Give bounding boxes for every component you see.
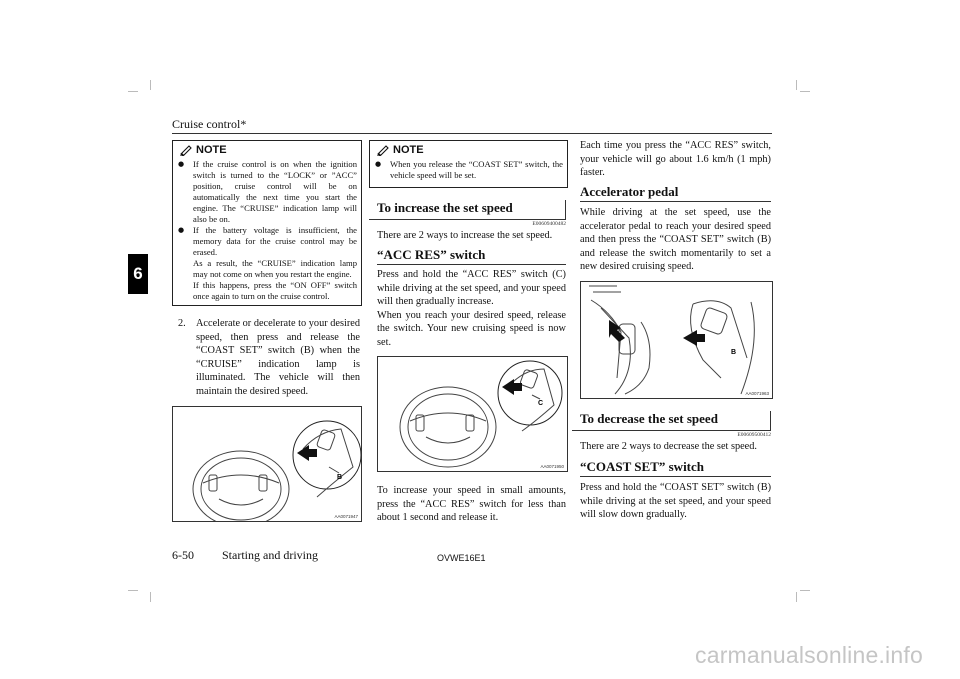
step-text: Accelerate or decelerate to your desired speed, then press and release the “COAST SET” switch (B) when the “CRUISE” indication lamp is illuminated. The vehicle will then maintain the desired speed.	[196, 318, 360, 397]
section-name: Starting and driving	[222, 548, 318, 562]
callout-c: C	[538, 400, 544, 407]
bullet-icon: ●	[178, 226, 185, 234]
note-item	[375, 159, 563, 181]
section-code: E00609400482	[532, 221, 566, 227]
acc-res-body	[377, 268, 566, 349]
increase-intro: There are 2 ways to increase the set speed.	[377, 230, 553, 241]
note-header	[370, 141, 567, 159]
chapter-tab: 6	[128, 254, 148, 294]
note-pen-icon	[179, 144, 193, 156]
subheading-accelerator-pedal: Accelerator pedal	[580, 184, 771, 202]
callout-b: B	[731, 349, 737, 356]
note-paragraph: If the cruise control is on when the ignition switch is turned to the “LOCK” or ”ACC” position, cruise control will be on automatically the next time you start the engine. The “CRUISE” indication lamp will also be on.	[193, 159, 357, 224]
decrease-intro: There are 2 ways to decrease the set speed.	[580, 441, 757, 452]
bullet-icon: ●	[178, 160, 185, 168]
note-pen-icon	[376, 144, 390, 156]
steering-wheel-illustration	[378, 357, 567, 471]
heading-rule-end	[770, 411, 771, 431]
increase-small-amounts: To increase your speed in small amounts, press the “ACC RES” switch for less than about 1 second and release it.	[377, 485, 566, 523]
figure-coast-set-switch	[580, 281, 773, 399]
note-paragraph: When you release the “COAST SET” switch, the vehicle speed will be set.	[390, 159, 563, 180]
callout-b: B	[337, 474, 343, 481]
note-paragraph: If this happens, press the “ON OFF” switch once again to turn on the cruise control.	[193, 280, 357, 301]
figure-id: AA0071963	[745, 391, 769, 396]
figure-id: AA0071947	[334, 514, 358, 519]
accelerator-body: While driving at the set speed, use the accelerator pedal to reach your desired speed and then press the “COAST SET” switch (B) and release the switch momentarily to set a new desired cruising speed.	[580, 207, 771, 272]
header-rule	[172, 133, 772, 134]
document-code: OVWE16E1	[437, 553, 486, 563]
note-header	[173, 141, 361, 159]
note-title: NOTE	[196, 144, 227, 156]
crop-mark	[800, 590, 810, 591]
note-item	[178, 159, 357, 225]
crop-mark	[150, 592, 151, 602]
crop-mark	[796, 592, 797, 602]
bullet-icon: ●	[375, 160, 382, 168]
page-number: 6-50	[172, 548, 194, 562]
crop-mark	[800, 91, 810, 92]
crop-mark	[796, 80, 797, 90]
paragraph: When you reach your desired speed, release the switch. Your new cruising speed is now set.	[377, 309, 566, 348]
crop-mark	[150, 80, 151, 90]
note-box-middle	[369, 140, 568, 188]
heading-decrease-set-speed: To decrease the set speed	[580, 411, 718, 426]
coast-set-body: Press and hold the “COAST SET” switch (B) while driving at the set speed, and your speed will slow down gradually.	[580, 482, 771, 520]
crop-mark	[128, 91, 138, 92]
step-number: 2.	[178, 318, 186, 329]
paragraph: Press and hold the “ACC RES” switch (C) while driving at the set speed, and your speed will then gradually increase.	[377, 269, 566, 307]
steering-wheel-illustration	[173, 407, 361, 521]
watermark: carmanualsonline.info	[695, 642, 923, 668]
heading-increase-set-speed: To increase the set speed	[377, 200, 513, 215]
subheading-acc-res: “ACC RES” switch	[377, 247, 566, 265]
note-title: NOTE	[393, 144, 424, 156]
acc-res-each-time: Each time you press the “ACC RES” switch, your vehicle will go about 1.6 km/h (1 mph) faster.	[580, 140, 771, 178]
subheading-coast-set: “COAST SET” switch	[580, 459, 771, 477]
pedal-and-switch-illustration	[581, 282, 772, 398]
note-paragraph: As a result, the “CRUISE” indication lamp may not come on when you restart the engine.	[193, 258, 357, 279]
section-code: E00609500412	[737, 432, 771, 438]
figure-id: AA0071950	[540, 464, 564, 469]
figure-steering-switch-c	[377, 356, 568, 472]
note-item	[178, 225, 357, 302]
heading-rule	[369, 219, 566, 220]
heading-rule	[572, 430, 771, 431]
heading-rule-end	[565, 200, 566, 220]
note-box-left	[172, 140, 362, 306]
note-paragraph: If the battery voltage is insufficient, the memory data for the cruise control may be erased.	[193, 225, 357, 257]
figure-steering-switch-b	[172, 406, 362, 522]
page-header-title: Cruise control*	[172, 117, 247, 131]
crop-mark	[128, 590, 138, 591]
step-2	[178, 317, 360, 398]
